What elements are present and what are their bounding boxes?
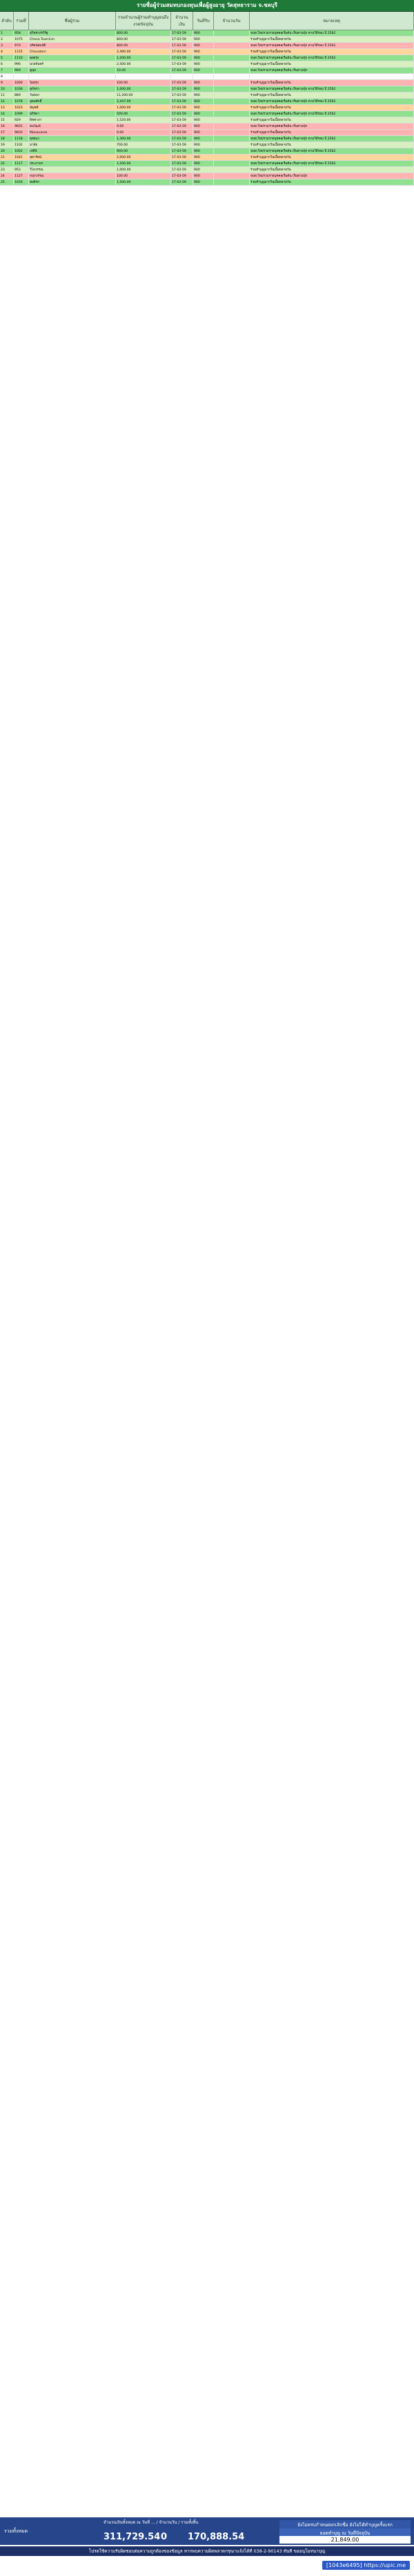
credit-link[interactable]: [1043e6495] https://upic.me [322,2561,410,2570]
table-cell: 21 [0,155,14,160]
table-cell: กนกวรรณ [29,173,116,179]
table-cell: ยุทธนา [29,136,116,141]
header-cell: รวมจำนวนผู้ร่วมทำบุญจนถึงงวดปัจจุบัน [116,12,171,30]
table-cell: 2,447.00 [116,99,171,104]
table-row [0,167,414,173]
summary-total-3: 170,888.54 [188,2532,245,2542]
table-cell: 22 [0,161,14,166]
table-cell: 900 [193,173,214,179]
table-row [0,111,414,117]
table-cell: วันทนา [29,92,116,98]
table-cell: 12 [0,99,14,104]
table-cell: 100.00 [116,173,171,179]
table-cell: 500.00 [116,111,171,117]
table-cell: 3 [0,43,14,48]
table-row [0,148,414,155]
table-cell: 1078 [14,99,29,104]
table-cell: 11,200.00 [116,92,171,98]
image-credit [0,2559,414,2572]
table-row [0,30,414,37]
table-cell: 1125 [14,49,29,55]
table-cell: วิไลวรรณ [29,167,116,173]
table-cell: 929 [14,117,29,123]
table-cell: 1075 [14,37,29,42]
table-cell: 6 [0,61,14,67]
header-cell: หมายเหตุ [250,12,414,30]
table-cell: 900 [193,111,214,117]
table-cell: ร่วมทำบุญมากในเนื้อหลายวัน [250,37,414,42]
table-cell: 1118 [14,136,29,141]
table-cell [214,179,250,185]
table-cell [214,55,250,61]
table-cell [214,43,250,48]
table-row [0,86,414,92]
table-cell: 17-03-59 [171,55,193,61]
table-cell: ร่วมทำบุญมากในเนื้อหลายวัน [250,155,414,160]
table-cell: ร่วมทำบุญมากในเนื้อหลายวัน [250,80,414,86]
table-cell: 2,490.00 [116,49,171,55]
table-cell: จนท.ใหม่รวมรายบุคคลเริ่มต้น เริ่มตามบุ้ก ตามวิธีรอบ ปี 2562 [250,161,414,166]
table-cell: 17-03-59 [171,179,193,185]
table-cell: ร่วมทำบุญมากในเนื้อหลายวัน [250,49,414,55]
table-cell: 1,000.00 [116,86,171,92]
table-cell: 1 [0,30,14,36]
table-cell: 13 [0,105,14,110]
table-row [0,155,414,161]
table-cell [214,161,250,166]
table-cell: ร่วมทำบุญมากในเนื้อหลายวัน [250,105,414,110]
table-cell: 17 [0,130,14,135]
summary-right-note: ยังไม่ครบกำหนดยกเลิกชื่อ ยังไม่ได้ทำบุญครั้งแรก [279,2520,411,2530]
table-row [0,43,414,49]
table-cell [214,86,250,92]
table-cell [214,99,250,104]
table-cell: อัญชลี [29,105,116,110]
table-cell: 17-03-59 [171,43,193,48]
table-cell: สุวิชชา/ทวีรัฐ [29,30,116,36]
table-row [0,105,414,111]
table-cell: 17-03-59 [171,167,193,173]
table-cell: 4 [0,49,14,55]
table-cell: 970 [14,43,29,48]
table-cell: ประภาพร [29,161,116,166]
table-cell [214,111,250,117]
table-row [0,136,414,142]
table-cell: 900 [193,99,214,104]
table-row [0,99,414,105]
table-cell: จนท.ใหม่รวมรายบุคคลเริ่มต้น เริ่มตามบุ้ก ตามวิธีรอบ ปี 2562 [250,86,414,92]
table-cell: อุดมศักดิ์ [29,99,116,104]
table-cell: 17-03-59 [171,117,193,123]
footer-note: โปรดใช้ความรับผิดชอบต่อความถูกต้องของข้อมูล หากพบความผิดพลาดกรุณาแจ้งได้ที่ 038-2-90143 ทันที ขออนุโมทนาบุญ [0,2546,414,2556]
table-cell: 1,520.00 [116,117,171,123]
table-cell: 900 [193,61,214,67]
table-cell: 9603 [14,130,29,135]
table-cell: 1127 [14,173,29,179]
table-cell: จนท.ใหม่รวมรายบุคคลเริ่มต้น เริ่มตามบุ้ก [250,124,414,129]
table-body [0,30,414,186]
table-cell: ปรัตน์สมบัติ [29,43,116,48]
header-cell: จำนวนวัน [214,12,250,30]
table-row [0,130,414,136]
table-cell: 1002 [14,148,29,154]
table-cell: 900 [193,80,214,86]
table-cell: 23 [0,167,14,173]
table-cell: 800.00 [116,43,171,48]
table-row [0,117,414,124]
document-title: รายชื่อผู้ร่วมสมทบกองทุนเพื่อผู้สูงอายุ วัดสุทธาราม จ.ชลบุรี [0,0,414,12]
table-cell: 17-03-59 [171,105,193,110]
table-cell: 1,500.00 [116,179,171,185]
table-cell: สุดารัตน์ [29,155,116,160]
table-cell: 16 [0,124,14,129]
table-cell: 1,300.00 [116,136,171,141]
table-row [0,49,414,55]
table-cell: 17-03-59 [171,148,193,154]
table-cell: ชลธิชา [29,179,116,185]
table-cell: 17-03-59 [171,49,193,55]
table-cell: 17-03-59 [171,111,193,117]
table-cell: 11 [0,92,14,98]
table-cell [214,124,250,129]
table-cell: 9601 [14,124,29,129]
header-cell: ชื่อผู้ร่วม [29,12,116,30]
table-row [0,55,414,61]
table-cell: 7 [0,68,14,73]
table-cell: Chanatorn [29,49,116,55]
table-cell: 700.00 [116,142,171,148]
table-cell: จนท.ใหม่รวมรายบุคคลเริ่มต้น เริ่มตามบุ้ก ตามวิธีรอบ ปี 2562 [250,136,414,141]
table-cell: 25 [0,179,14,185]
header-cell: จำนวนเงิน [171,12,193,30]
summary-panel [0,2517,414,2545]
table-cell [250,74,414,79]
table-cell: 900 [193,55,214,61]
table-cell: ร่วมทำบุญมากในเนื้อหลายวัน [250,167,414,173]
table-cell [214,136,250,141]
table-cell: 1099 [14,111,29,117]
header-cell: วันที่รับ [193,12,214,30]
table-cell: 900 [193,148,214,154]
table-cell: 2 [0,37,14,42]
table-header [0,12,414,30]
table-cell: 24 [0,173,14,179]
table-cell: ร่วมทำบุญมากในเนื้อหลายวัน [250,61,414,67]
table-cell: 17-03-59 [171,37,193,42]
table-row [0,92,414,99]
table-cell: 900 [193,167,214,173]
table-cell: 1023 [14,105,29,110]
table-cell: 20 [0,148,14,154]
table-cell: 900 [193,142,214,148]
table-cell: พิชชาภา [29,117,116,123]
table-cell: 8 [0,74,14,79]
table-cell [214,49,250,55]
table-cell [214,117,250,123]
table-cell: Chana TuarrLim [29,37,116,42]
table-cell [193,74,214,79]
table-cell: ดูนุ่ม [29,68,116,73]
table-cell: 889 [14,92,29,98]
table-cell: 18 [0,136,14,141]
table-cell: 10.00 [116,68,171,73]
table-cell: 900 [193,136,214,141]
table-cell: 900 [193,124,214,129]
table-cell: 958 [14,30,29,36]
table-cell: 17-03-59 [171,80,193,86]
table-cell: 17-03-59 [171,99,193,104]
table-cell: 17-03-59 [171,30,193,36]
table-cell [14,74,29,79]
table-cell [171,74,193,79]
table-cell: จนท.ใหม่รวมรายบุคคลเริ่มต้น เริ่มตามบุ้ก [250,68,414,73]
table-cell: จนท.ใหม่รวมรายบุคคลเริ่มต้น เริ่มตามบุ้ก [250,173,414,179]
table-cell: สุภัทรา [29,86,116,92]
table-cell [214,155,250,160]
table-cell: อภิรดา [29,111,116,117]
table-cell: 5 [0,55,14,61]
table-cell: 15 [0,117,14,123]
table-cell: 1110 [14,55,29,61]
table-row [0,161,414,167]
table-cell [116,74,171,79]
table-cell: 900 [193,30,214,36]
table-cell: 1,000.00 [116,105,171,110]
table-cell: 900 [193,155,214,160]
table-cell [214,74,250,79]
table-row [0,74,414,80]
table-cell: 2,000.00 [116,155,171,160]
table-cell: 900 [193,86,214,92]
table-cell [29,74,116,79]
table-cell: 1016 [14,179,29,185]
table-cell: 1041 [14,155,29,160]
table-cell: ร่วมทำบุญมากในเนื้อหลายวัน [250,142,414,148]
table-cell: 1000 [14,80,29,86]
table-cell [214,173,250,179]
table-row [0,179,414,186]
table-cell: 900 [193,43,214,48]
table-cell: 1117 [14,161,29,166]
table-cell: ร่วมทำบุญมากในเนื้อหลายวัน [250,92,414,98]
table-cell: 10 [0,86,14,92]
table-cell: 17-03-59 [171,124,193,129]
table-cell: 1,000.00 [116,167,171,173]
table-cell: 900 [193,161,214,166]
table-cell: จนท.ใหม่รวมรายบุคคลเริ่มต้น เริ่มตามบุ้ก ตามวิธีรอบ ปี 2562 [250,55,414,61]
table-cell: 900 [193,105,214,110]
table-cell: 900 [193,37,214,42]
table-cell: 9 [0,80,14,86]
table-cell: 14 [0,111,14,117]
table-cell: 900.00 [116,148,171,154]
table-cell [214,80,250,86]
table-row [0,142,414,148]
table-cell: 17-03-59 [171,61,193,67]
table-cell: 953 [14,167,29,173]
table-cell: ร่วมทำบุญมากในเนื้อหลายวัน [250,130,414,135]
table-cell: 17-03-59 [171,136,193,141]
table-cell: 17-03-59 [171,86,193,92]
table-cell: 969 [14,68,29,73]
table-cell [214,142,250,148]
table-cell: จนท.ใหม่รวมรายบุคคลเริ่มต้น เริ่มตามบุ้ก ตามวิธีรอบ ปี 2562 [250,99,414,104]
table-cell [214,92,250,98]
table-cell: มาลัย [29,142,116,148]
table-cell [214,167,250,173]
table-cell: 900 [193,130,214,135]
table-cell: ไผทรุ่ง [29,80,116,86]
summary-mid-text: จำนวนเงินทั้งหมด ณ วันที่ ... / จำนวนวัน / รวมทั้งสิ้น [103,2520,199,2525]
table-cell: เกศินี [29,148,116,154]
table-cell: 900 [193,117,214,123]
table-cell: 17-03-59 [171,142,193,148]
table-cell: 1,200.00 [116,161,171,166]
table-cell [214,61,250,67]
table-cell: 900 [193,49,214,55]
table-cell: 17-03-59 [171,173,193,179]
table-cell: ร่วมทำบุญมากในเนื้อหลายวัน [250,117,414,123]
table-cell: 1036 [14,86,29,92]
table-cell: ดุลยรุ่ง [29,55,116,61]
summary-total-1: 311,729.54 [103,2532,161,2542]
table-row [0,173,414,179]
table-cell: 900 [193,179,214,185]
table-cell: 996 [14,61,29,67]
table-cell: 17-03-59 [171,92,193,98]
summary-label: รวมทั้งหมด [4,2528,28,2534]
table-cell [214,68,250,73]
table-cell: 1102 [14,142,29,148]
summary-total-2: 0 [161,2532,168,2542]
table-cell: 0.00 [116,130,171,135]
table-cell [214,130,250,135]
table-row [0,37,414,43]
table-cell [214,30,250,36]
table-cell: 17-03-59 [171,68,193,73]
table-row [0,80,414,86]
table-cell: 800.00 [116,37,171,42]
table-row [0,61,414,68]
table-row [0,68,414,74]
table-cell: 800.00 [116,30,171,36]
table-cell: 900 [193,92,214,98]
table-cell: ธนวัฒน์ [29,124,116,129]
table-cell: 17-03-59 [171,161,193,166]
header-cell: ลำดับ [0,12,14,30]
table-cell: 17-03-59 [171,130,193,135]
table-cell: ร่วมทำบุญมากในเนื้อหลายวัน [250,179,414,185]
table-cell: 1,200.00 [116,55,171,61]
summary-right-label: ยอดทำบุญ ณ วันที่ปัจจุบัน [279,2528,411,2538]
table-cell [214,105,250,110]
table-cell [214,37,250,42]
table-cell: จนท.ใหม่รวมรายบุคคลเริ่มต้น เริ่มตามบุ้ก ตามวิธีรอบ ปี 2562 [250,111,414,117]
header-cell: ร่วมที่ [14,12,29,30]
table-cell: 2,500.00 [116,61,171,67]
table-cell: 17-03-59 [171,155,193,160]
table-cell: 100.00 [116,80,171,86]
table-row [0,124,414,130]
table-cell: 900 [193,68,214,73]
table-cell: 19 [0,142,14,148]
table-cell: จนท.ใหม่รวมรายบุคคลเริ่มต้น เริ่มตามบุ้ก ตามวิธีรอบ ปี 2562 [250,30,414,36]
table-cell: Monavaree [29,130,116,135]
table-cell [214,148,250,154]
summary-right-value: 21,849.00 [279,2536,411,2544]
table-cell: จนท.ใหม่รวมรายบุคคลเริ่มต้น เริ่มตามบุ้ก ตามวิธีรอบ ปี 2562 [250,43,414,48]
table-cell: จนท.ใหม่รวมรายบุคคลเริ่มต้น เริ่มตามบุ้ก ตามวิธีรอบ ปี 2562 [250,148,414,154]
table-cell: 0.00 [116,124,171,129]
table-cell: นวลจันทร์ [29,61,116,67]
